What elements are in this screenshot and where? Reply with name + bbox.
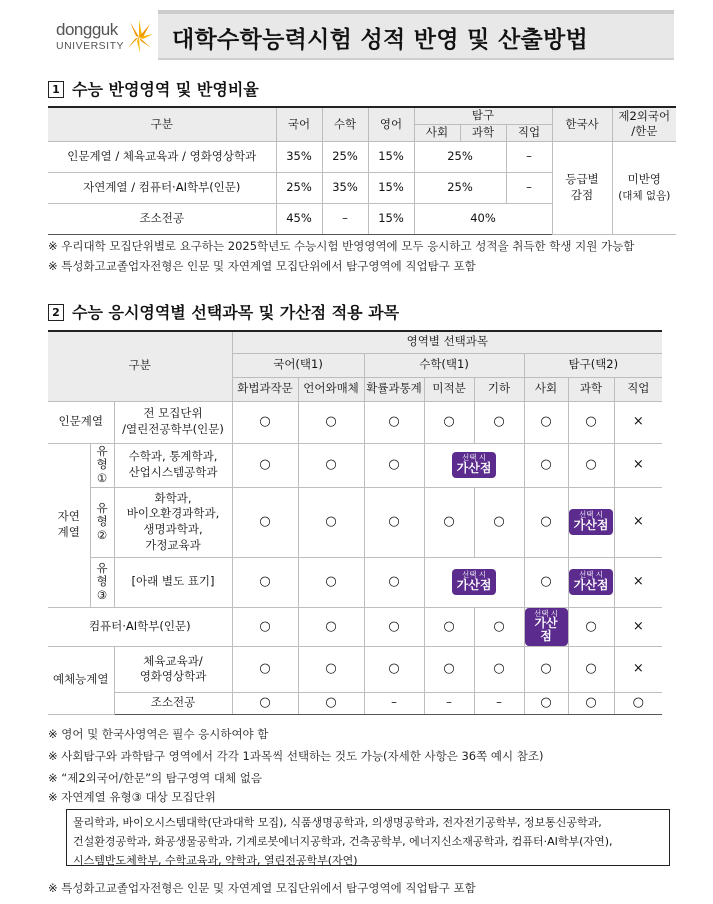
sec1-note-2: ※ 특성화고교졸업자전형은 인문 및 자연계열 모집단위에서 탐구영역에 직업탐구 포함 bbox=[48, 259, 476, 273]
value-math: 35% bbox=[322, 172, 368, 203]
mark-o: ○ bbox=[364, 646, 424, 692]
type-char-1: 유 bbox=[96, 561, 108, 576]
group-natural bbox=[48, 443, 90, 607]
value-foreign bbox=[612, 141, 676, 234]
value-math: 25% bbox=[322, 141, 368, 172]
mark-o: ○ bbox=[364, 607, 424, 646]
ratio-header-category: 구분 bbox=[48, 107, 276, 141]
unit-arts bbox=[114, 646, 232, 692]
table-row bbox=[48, 443, 662, 487]
mark-o: ○ bbox=[298, 646, 364, 692]
mark-dash: – bbox=[474, 692, 524, 714]
mark-o: ○ bbox=[524, 443, 568, 487]
value-korean: 35% bbox=[276, 141, 322, 172]
section-1-title: 수능 반영영역 및 반영비율 bbox=[72, 80, 259, 99]
subject-header-vocational: 직업 bbox=[614, 377, 662, 401]
box-line-1: 물리학과, 바이오시스템대학(단과대학 모집), 식품생명공학과, 의생명공학과, 전자전기공학부, 정보통신공학과, bbox=[73, 816, 602, 829]
mark-o: ○ bbox=[232, 401, 298, 443]
ratio-header-foreign-l1: 제2외국어 bbox=[618, 108, 671, 123]
value-vocational: – bbox=[506, 141, 552, 172]
bonus-cell bbox=[424, 443, 524, 487]
badge-small: 선택 시 bbox=[578, 510, 604, 520]
history-l1: 등급별 bbox=[565, 172, 599, 186]
bonus-badge bbox=[452, 569, 497, 594]
badge-big: 가산점 bbox=[456, 461, 492, 476]
type-1 bbox=[90, 443, 114, 487]
ratio-header-math: 수학 bbox=[322, 107, 368, 141]
type-2 bbox=[90, 487, 114, 557]
mark-o: ○ bbox=[568, 401, 614, 443]
mark-o: ○ bbox=[524, 557, 568, 607]
subject-header-prob: 확률과통계 bbox=[364, 377, 424, 401]
badge-small: 선택 시 bbox=[578, 570, 604, 580]
bonus-cell bbox=[568, 557, 614, 607]
mark-x: × bbox=[614, 487, 662, 557]
university-logo bbox=[48, 16, 156, 56]
page-title: 대학수학능력시험 성적 반영 및 산출방법 bbox=[172, 27, 589, 53]
mark-o: ○ bbox=[524, 487, 568, 557]
mark-o: ○ bbox=[232, 646, 298, 692]
value-inquiry: 40% bbox=[414, 203, 552, 234]
subject-header-inquiry: 탐구(택2) bbox=[524, 353, 662, 377]
mark-o: ○ bbox=[424, 401, 474, 443]
unit-humanities-l1: 전 모집단위 bbox=[143, 406, 203, 421]
badge-big: 가산점 bbox=[456, 578, 492, 593]
table-row bbox=[48, 401, 662, 443]
mark-o: ○ bbox=[232, 557, 298, 607]
history-l2: 감점 bbox=[570, 187, 594, 202]
unit-sculpture: 조소전공 bbox=[114, 692, 232, 714]
mark-o: ○ bbox=[298, 443, 364, 487]
unit-type2-l2: 바이오환경과학과, bbox=[126, 506, 220, 521]
mark-x: × bbox=[614, 401, 662, 443]
mark-x: × bbox=[614, 607, 662, 646]
subject-header-media: 언어와매체 bbox=[298, 377, 364, 401]
row-name: 자연계열 / 컴퓨터·AI학부(인문) bbox=[48, 172, 276, 203]
group-humanities: 인문계열 bbox=[48, 401, 114, 443]
type-char-1: 유 bbox=[96, 444, 108, 459]
type-3-num: ③ bbox=[96, 587, 108, 602]
mark-o: ○ bbox=[424, 607, 474, 646]
type3-units-box bbox=[66, 809, 670, 866]
subject-header-korean: 국어(택1) bbox=[232, 353, 364, 377]
row-name: 인문계열 / 체육교육과 / 영화영상학과 bbox=[48, 141, 276, 172]
table-row bbox=[48, 557, 662, 607]
bonus-badge bbox=[569, 569, 614, 594]
unit-type1-l1: 수학과, 통계학과, bbox=[128, 449, 218, 464]
bonus-badge bbox=[525, 608, 568, 646]
mark-o: ○ bbox=[474, 646, 524, 692]
section-2-title: 수능 응시영역별 선택과목 및 가산점 적용 과목 bbox=[72, 303, 400, 322]
group-natural-l2: 계열 bbox=[57, 525, 80, 539]
mark-o: ○ bbox=[424, 646, 474, 692]
group-natural-l1: 자연 bbox=[57, 509, 80, 524]
value-korean: 25% bbox=[276, 172, 322, 203]
mark-o: ○ bbox=[474, 401, 524, 443]
bonus-cell bbox=[424, 557, 524, 607]
group-arts: 예체능계열 bbox=[48, 646, 114, 714]
mark-o: ○ bbox=[524, 646, 568, 692]
mark-o: ○ bbox=[364, 557, 424, 607]
ratio-header-korean: 국어 bbox=[276, 107, 322, 141]
badge-small: 선택 시 bbox=[533, 608, 559, 618]
mark-o: ○ bbox=[424, 487, 474, 557]
mark-o: ○ bbox=[524, 401, 568, 443]
subject-header-math: 수학(택1) bbox=[364, 353, 524, 377]
mark-o: ○ bbox=[298, 557, 364, 607]
mark-o: ○ bbox=[364, 401, 424, 443]
mark-o: ○ bbox=[568, 646, 614, 692]
table-row bbox=[48, 607, 662, 646]
mark-o: ○ bbox=[524, 692, 568, 714]
type-1-num: ① bbox=[96, 470, 108, 485]
section-2-heading bbox=[48, 300, 399, 323]
unit-humanities bbox=[114, 401, 232, 443]
ratio-header-vocational: 직업 bbox=[506, 124, 552, 141]
bonus-cell bbox=[568, 487, 614, 557]
group-computer: 컴퓨터·AI학부(인문) bbox=[48, 607, 232, 646]
mark-o: ○ bbox=[568, 692, 614, 714]
section-1-number: 1 bbox=[48, 81, 64, 98]
mark-o: ○ bbox=[298, 401, 364, 443]
mark-dash: – bbox=[364, 692, 424, 714]
value-english: 15% bbox=[368, 172, 414, 203]
mark-o: ○ bbox=[298, 692, 364, 714]
table-row bbox=[48, 646, 662, 692]
ratio-header-foreign bbox=[612, 107, 676, 141]
unit-type2-l1: 화학과, bbox=[154, 490, 192, 505]
mark-x: × bbox=[614, 557, 662, 607]
bonus-badge bbox=[452, 452, 497, 477]
unit-type1 bbox=[114, 443, 232, 487]
mark-o: ○ bbox=[298, 487, 364, 557]
value-english: 15% bbox=[368, 203, 414, 234]
value-korean: 45% bbox=[276, 203, 322, 234]
value-history bbox=[552, 141, 612, 234]
value-english: 15% bbox=[368, 141, 414, 172]
box-line-2: 건설환경공학과, 화공생물공학과, 기계로봇에너지공학과, 건축공학부, 에너지신소재공학과, 컴퓨터·AI학부(자연), bbox=[73, 835, 613, 848]
subject-table bbox=[48, 330, 662, 715]
subject-header-category: 구분 bbox=[48, 331, 232, 401]
value-vocational: – bbox=[506, 172, 552, 203]
unit-type2-l3: 생명과학과, bbox=[143, 522, 203, 536]
unit-type3: [아래 별도 표기] bbox=[114, 557, 232, 607]
badge-big: 가산점 bbox=[573, 578, 609, 593]
sec2-note-3: ※ “제2외국어/한문”의 탐구영역 대체 없음 bbox=[48, 771, 262, 785]
subject-header-social: 사회 bbox=[524, 377, 568, 401]
type-3 bbox=[90, 557, 114, 607]
ratio-table bbox=[48, 106, 676, 235]
mark-o: ○ bbox=[568, 607, 614, 646]
page-header bbox=[48, 10, 674, 58]
badge-big: 가산점 bbox=[573, 518, 609, 533]
unit-type1-l2: 산업시스템공학과 bbox=[128, 465, 218, 479]
section-1-heading bbox=[48, 77, 259, 100]
foreign-l2: (대체 없음) bbox=[618, 189, 671, 202]
mark-o: ○ bbox=[614, 692, 662, 714]
mark-o: ○ bbox=[568, 443, 614, 487]
value-inquiry: 25% bbox=[414, 172, 506, 203]
unit-arts-l2: 영화영상학과 bbox=[139, 669, 207, 684]
ratio-header-science: 과학 bbox=[460, 124, 506, 141]
ratio-header-history: 한국사 bbox=[552, 107, 612, 141]
subject-header-selection: 영역별 선택과목 bbox=[232, 331, 662, 353]
mark-x: × bbox=[614, 443, 662, 487]
table-row bbox=[48, 141, 676, 172]
sec2-note-4: ※ 자연계열 유형③ 대상 모집단위 bbox=[48, 790, 216, 804]
ratio-header-english: 영어 bbox=[368, 107, 414, 141]
logo-flame-icon bbox=[124, 20, 154, 54]
mark-o: ○ bbox=[232, 443, 298, 487]
mark-o: ○ bbox=[232, 607, 298, 646]
subject-header-science: 과학 bbox=[568, 377, 614, 401]
badge-small: 선택 시 bbox=[461, 453, 487, 463]
row-name: 조소전공 bbox=[48, 203, 276, 234]
ratio-header-inquiry: 탐구 bbox=[414, 107, 552, 124]
sec2-note-2: ※ 사회탐구와 과학탐구 영역에서 각각 1과목씩 선택하는 것도 가능(자세한 사항은 36쪽 예시 참조) bbox=[48, 749, 544, 763]
subject-header-speech: 화법과작문 bbox=[232, 377, 298, 401]
mark-o: ○ bbox=[232, 692, 298, 714]
mark-o: ○ bbox=[474, 607, 524, 646]
value-math: – bbox=[322, 203, 368, 234]
value-inquiry: 25% bbox=[414, 141, 506, 172]
foreign-l1: 미반영 bbox=[627, 172, 661, 186]
ratio-header-foreign-l2: /한문 bbox=[631, 124, 658, 139]
unit-type2 bbox=[114, 487, 232, 557]
subject-header-calc: 미적분 bbox=[424, 377, 474, 401]
type-2-num: ② bbox=[96, 527, 108, 542]
table-row bbox=[48, 692, 662, 714]
badge-big: 가산점 bbox=[534, 616, 558, 643]
section-2-number: 2 bbox=[48, 304, 64, 321]
mark-o: ○ bbox=[364, 443, 424, 487]
mark-o: ○ bbox=[298, 607, 364, 646]
badge-small: 선택 시 bbox=[461, 570, 487, 580]
table-row bbox=[48, 487, 662, 557]
sec2-note-1: ※ 영어 및 한국사영역은 필수 응시하여야 함 bbox=[48, 727, 269, 741]
type-char-1: 유 bbox=[96, 501, 108, 516]
logo-word: dongguk bbox=[56, 20, 118, 39]
bonus-badge bbox=[569, 509, 614, 534]
mark-o: ○ bbox=[232, 487, 298, 557]
type-char-2: 형 bbox=[96, 514, 108, 529]
sec1-note-1: ※ 우리대학 모집단위별로 요구하는 2025학년도 수능시험 반영영역에 모두 응시하고 성적을 취득한 학생 지원 가능함 bbox=[48, 239, 635, 253]
bonus-cell bbox=[524, 607, 568, 646]
box-line-3: 시스템반도체학부, 수학교육과, 약학과, 열린전공학부(자연) bbox=[73, 854, 358, 867]
ratio-header-social: 사회 bbox=[414, 124, 460, 141]
subject-header-geo: 기하 bbox=[474, 377, 524, 401]
sec2-last-note: ※ 특성화고교졸업자전형은 인문 및 자연계열 모집단위에서 탐구영역에 직업탐구 포함 bbox=[48, 881, 476, 895]
mark-o: ○ bbox=[474, 487, 524, 557]
mark-o: ○ bbox=[364, 487, 424, 557]
type-char-2: 형 bbox=[96, 574, 108, 589]
unit-type2-l4: 가정교육과 bbox=[145, 537, 201, 552]
type-char-2: 형 bbox=[96, 457, 108, 472]
logo-sub: UNIVERSITY bbox=[56, 40, 125, 52]
unit-arts-l1: 체육교육과/ bbox=[143, 653, 203, 668]
mark-x: × bbox=[614, 646, 662, 692]
mark-dash: – bbox=[424, 692, 474, 714]
unit-humanities-l2: /열린전공학부(인문) bbox=[122, 422, 224, 436]
